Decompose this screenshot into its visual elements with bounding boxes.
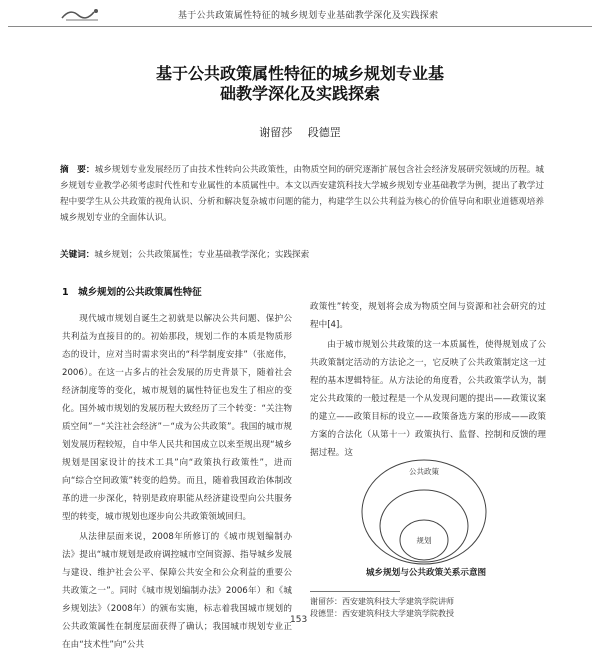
- left-column: [62, 284, 292, 656]
- keywords-text: 城乡规划；公共政策属性；专业基础教学深化；实践探索: [94, 250, 310, 260]
- body-paragraph: 从法律层面来说，2008年所修订的《城市规划编制办法》提出“城市规划是政府调控城市空间资源、指导城乡发展与建设、维护社会公平、保障公共安全和公众利益的重要公共政策之一”。同时《城市规划编制办法》2006年）和《城乡规划法》（2008年）的颁布实施，标志着我国城市规划的公共政策属性在制度层面获得了确认；我国城市规划专业正在由“技术性”向“公共: [62, 532, 292, 650]
- footnote-rule: [310, 591, 400, 592]
- right-column: [310, 298, 546, 464]
- body-paragraph: 现代城市规划自诞生之初就是以解决公共问题、保护公共利益为直接目的的。初始那段，规划二作的本质是物质形态的设计，应对当时需求突出的“科学制度安排”（张庭伟，2006）。在这一占多占的社会发展的历史背景下，随着社会经济制度等的变化，城市规划的属性特征也发生了相应的变化。国外城市规划的发展历程大致经历了三个转变：“关注物质空间”－“关注社会经济”－“成为公共政策”。我国的城市规划发展历程较短，自中华人民共和国成立以来至规出现“城乡规划是国家设计的技术工具”向“政策执行政策性”，进而向“综合空间政策”转变的趋势。而且，随着我国政治体制改革的进一步深化，特别是政府职能从经济建设型向公共服务型的转变，城市规划也逐步向公共政策领域回归。: [62, 314, 292, 522]
- diagram-inner-label: 规划: [416, 536, 432, 545]
- paper-title-line-2: 础教学深化及实践探索: [219, 84, 380, 103]
- body-paragraph-continued: 政策性”转变，规划将会成为物质空间与资源和社会研究的过程中[4]。: [310, 302, 546, 330]
- author-name: 段德罡: [307, 126, 341, 139]
- relationship-diagram: [324, 452, 524, 567]
- journal-logo-icon: [60, 6, 102, 22]
- diagram-outer-label: 公共政策: [409, 467, 439, 476]
- running-header: [8, 4, 592, 27]
- keywords: [60, 248, 544, 262]
- middle-ellipse: [380, 490, 468, 562]
- body-paragraph: 由于城市规划公共政策的这一本质属性，使得规划成了公共政策制定活动的方法论之一，它反映了公共政策制定这一过程的基本逻辑特征。从方法论的角度看，公共政策学认为，制定公共政策的一般过程是一个从发现问题的提出——政策议案的建立——政策目标的设立——政策备选方案的形成——政策方案的合法化（从第十一）政策执行、监督、控制和反馈的理据过程。这: [310, 340, 546, 458]
- section-heading: 1 城乡规划的公共政策属性特征: [62, 287, 202, 298]
- footnote: 段德罡：西安建筑科技大学建筑学院教授: [310, 609, 454, 618]
- footnote: 谢留莎：西安建筑科技大学建筑学院讲师: [310, 597, 454, 606]
- abstract-text: 城乡规划专业发展经历了由技术性转向公共政策性，由物质空间的研究逐渐扩展包含社会经济发展研究领域的历程。城乡规划专业教学必须考虑时代性和专业属性的本质属性中。本文以西安建筑科技大学城乡规划专业基础教学为例，提出了教学过程中要学生从公共政策的视角认识、分析和解决复杂城市问题的能力，构建学生以公共利益为核心的价值导向和职业道德观培养城乡规划专业的全面体认识。: [60, 165, 544, 223]
- figure-caption: 城乡规划与公共政策关系示意图: [365, 568, 487, 578]
- page-number: 153: [290, 615, 308, 625]
- keywords-label: 关键词：: [60, 250, 95, 260]
- author-list: [0, 124, 600, 140]
- running-header-text: 基于公共政策属性特征的城乡规划专业基础教学深化及实践探索: [178, 11, 439, 21]
- paper-title: [60, 64, 540, 104]
- author-name: 谢留莎: [259, 126, 293, 139]
- abstract-label: 摘 要：: [60, 165, 95, 175]
- paper-title-line-1: 基于公共政策属性特征的城乡规划专业基: [155, 64, 444, 83]
- abstract: [60, 162, 544, 226]
